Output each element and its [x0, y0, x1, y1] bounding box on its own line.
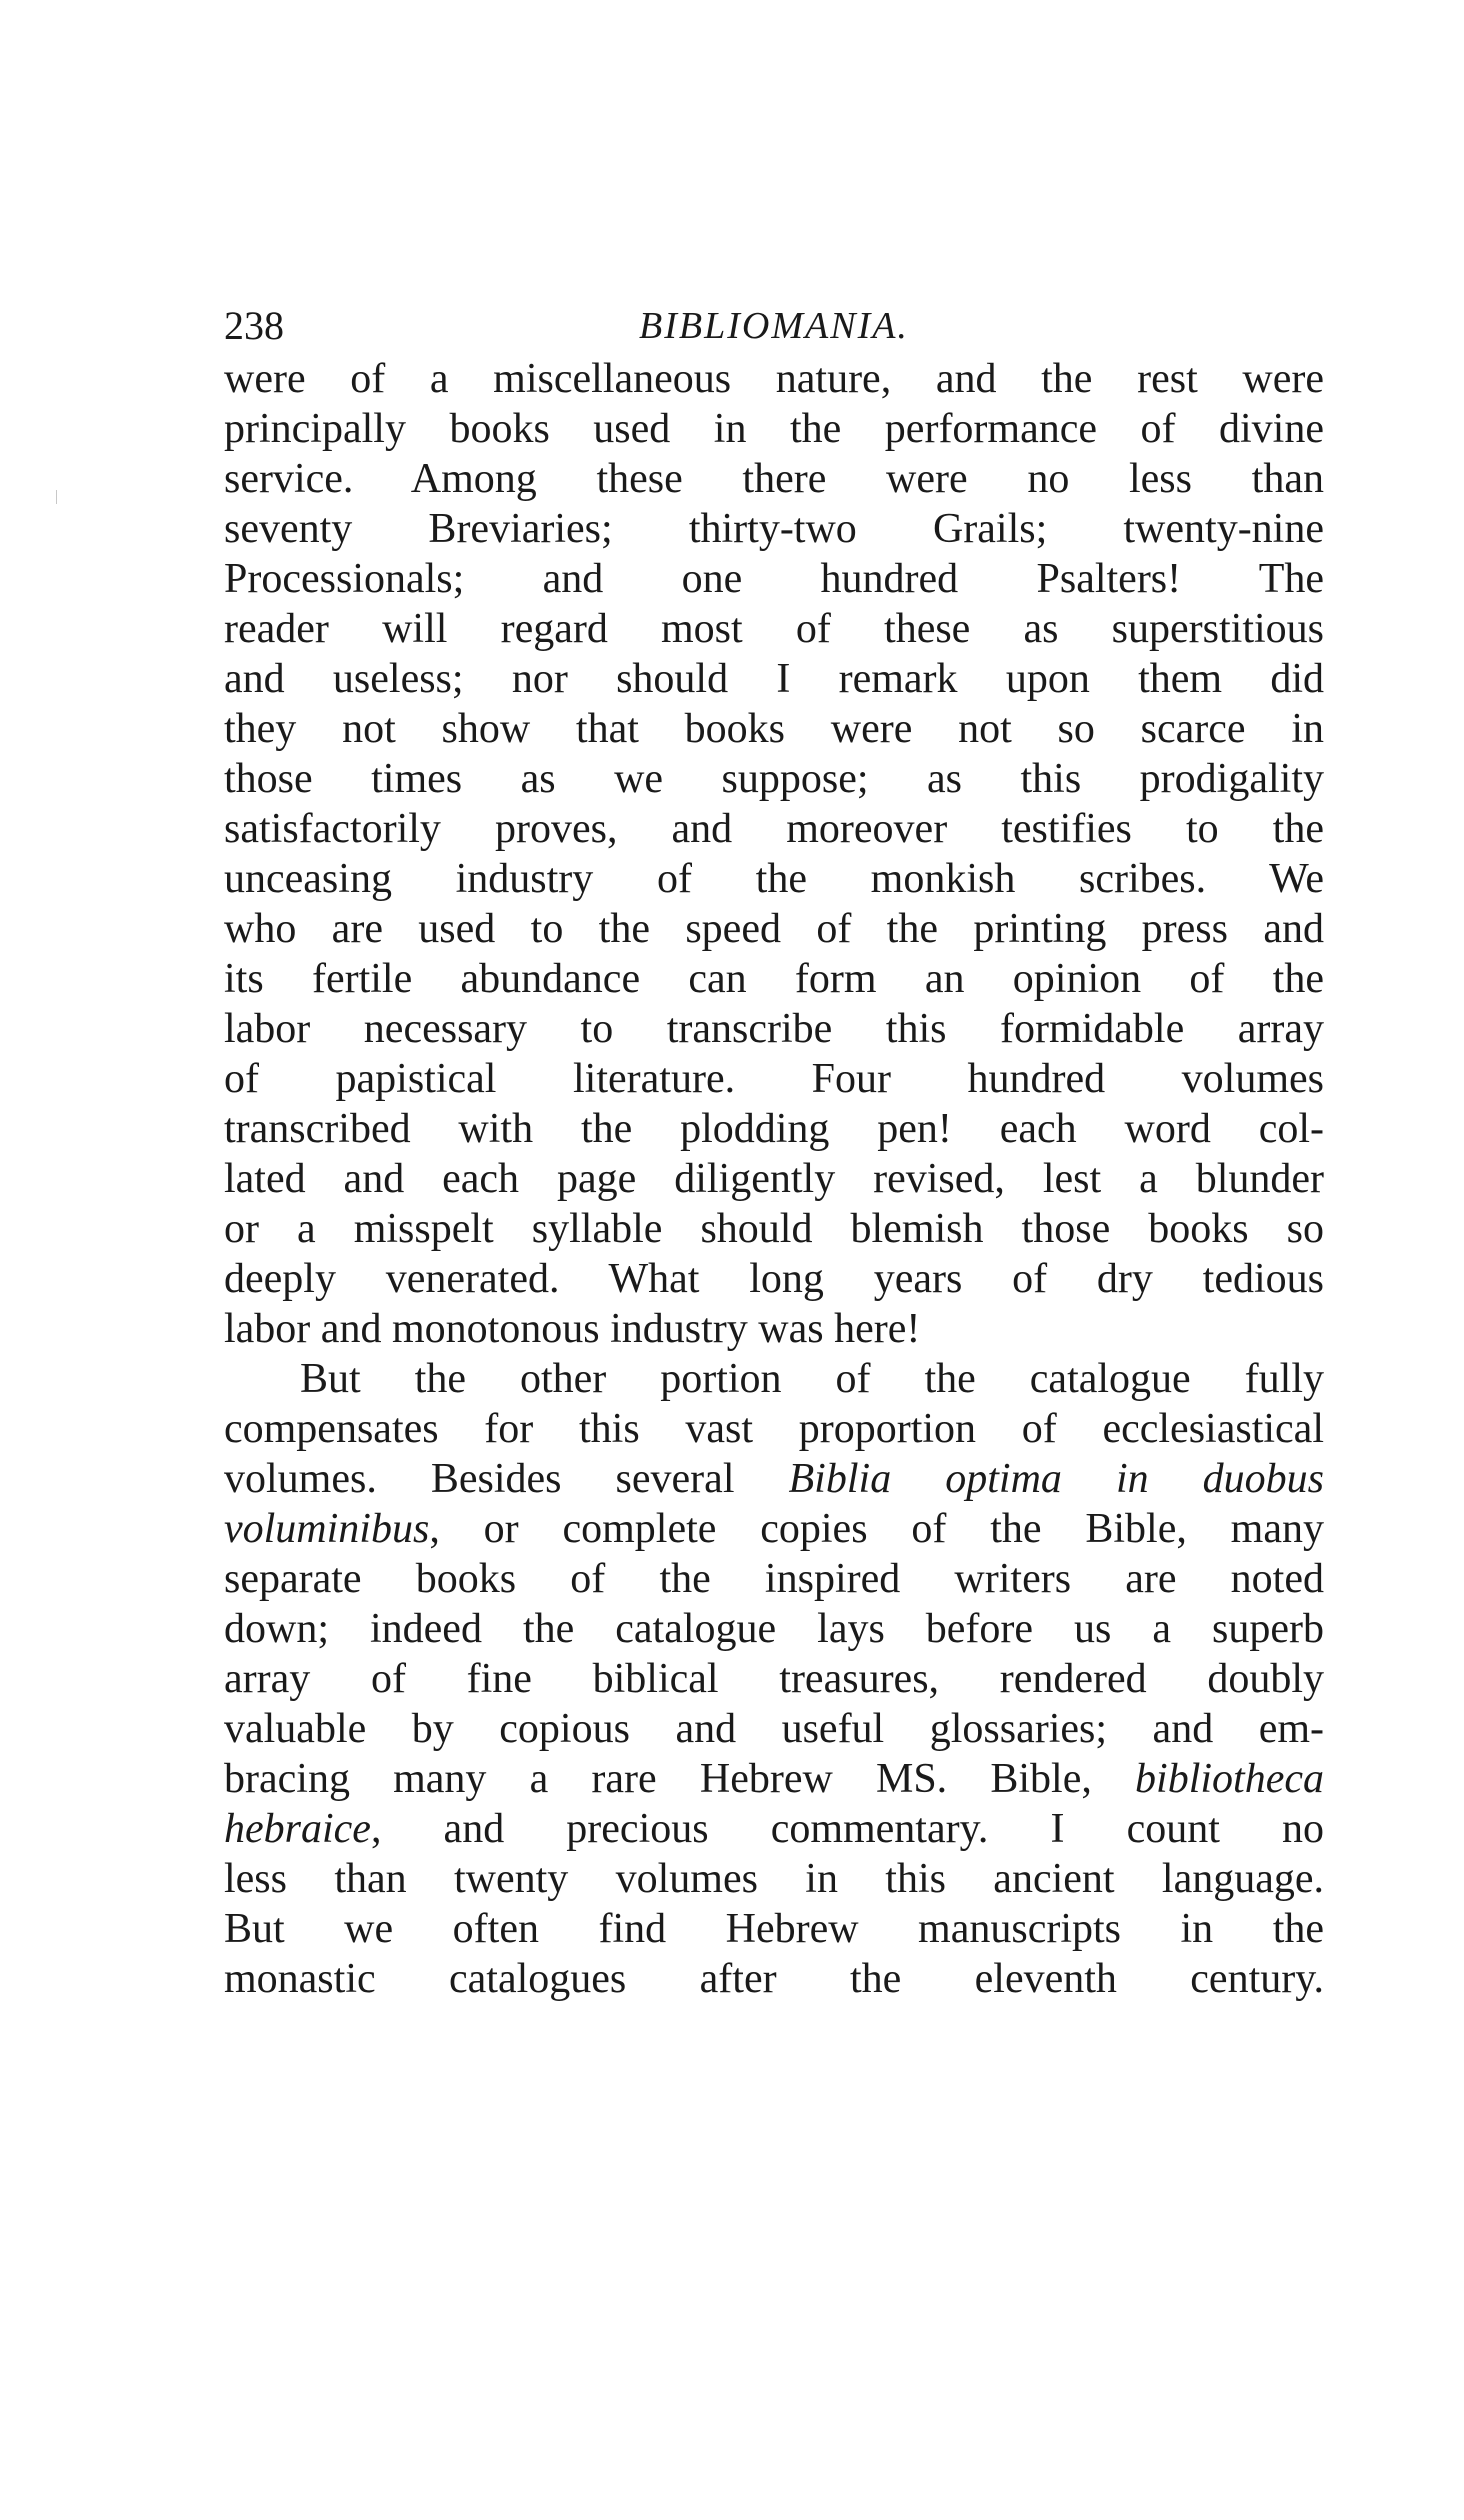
- text-line: [224, 1754, 1324, 1804]
- italic-latin-phrase: hebraice: [224, 1806, 371, 1852]
- text-line: deeply venerated. What long years of dry tedious: [224, 1256, 1324, 1302]
- text-fragment: bracing many a rare Hebrew MS. Bible,: [224, 1756, 1136, 1802]
- margin-mark: [56, 490, 57, 504]
- text-line: monastic catalogues after the eleventh century.: [224, 1956, 1324, 2002]
- text-line: principally books used in the performance of divine: [224, 406, 1324, 452]
- text-line: lated and each page diligently revised, lest a blunder: [224, 1156, 1324, 1202]
- italic-latin-phrase: bibliotheca: [1135, 1756, 1324, 1802]
- text-line: labor necessary to transcribe this formidable array: [224, 1006, 1324, 1052]
- text-line: down; indeed the catalogue lays before us a superb: [224, 1606, 1324, 1652]
- text-line: satisfactorily proves, and moreover testifies to the: [224, 806, 1324, 852]
- text-line: they not show that books were not so scarce in: [224, 706, 1324, 752]
- body-text: [224, 354, 1324, 2004]
- text-line: separate books of the inspired writers are noted: [224, 1556, 1324, 1602]
- paragraph-start-line: But the other portion of the catalogue fully: [300, 1356, 1324, 1402]
- text-line: [224, 1454, 1324, 1504]
- italic-latin-phrase: Biblia optima in duobus: [788, 1456, 1324, 1502]
- page-number: 238: [224, 303, 284, 348]
- text-line: reader will regard most of these as superstitious: [224, 606, 1324, 652]
- text-line: compensates for this vast proportion of ecclesiastical: [224, 1406, 1324, 1452]
- text-line: unceasing industry of the monkish scribes. We: [224, 856, 1324, 902]
- text-line: less than twenty volumes in this ancient language.: [224, 1856, 1324, 1902]
- text-line: labor and monotonous industry was here!: [224, 1306, 921, 1352]
- italic-latin-phrase: voluminibus: [224, 1506, 430, 1552]
- text-line: and useless; nor should I remark upon them did: [224, 656, 1324, 702]
- page-header: [224, 300, 1324, 352]
- text-line: those times as we suppose; as this prodigality: [224, 756, 1324, 802]
- running-title: BIBLIOMANIA.: [639, 305, 909, 347]
- text-line: were of a miscellaneous nature, and the rest were: [224, 356, 1324, 402]
- text-fragment: volumes. Besides several: [224, 1456, 789, 1502]
- text-line: But we often find Hebrew manuscripts in the: [224, 1906, 1324, 1952]
- text-line: who are used to the speed of the printing press and: [224, 906, 1324, 952]
- text-line: service. Among these there were no less than: [224, 456, 1324, 502]
- text-line: valuable by copious and useful glossaries; and em-: [224, 1706, 1324, 1752]
- text-line: transcribed with the plodding pen! each word col-: [224, 1106, 1324, 1152]
- text-fragment: , and precious commentary. I count no: [370, 1806, 1324, 1852]
- text-line: Processionals; and one hundred Psalters! The: [224, 556, 1324, 602]
- text-line: or a misspelt syllable should blemish those books so: [224, 1206, 1324, 1252]
- text-line: of papistical literature. Four hundred volumes: [224, 1056, 1324, 1102]
- text-line: seventy Breviaries; thirty-two Grails; twenty-nine: [224, 506, 1324, 552]
- text-line: [224, 1804, 1324, 1854]
- text-line: its fertile abundance can form an opinion of the: [224, 956, 1324, 1002]
- text-fragment: , or complete copies of the Bible, many: [429, 1506, 1324, 1552]
- text-line: [224, 1504, 1324, 1554]
- text-line: array of fine biblical treasures, rendered doubly: [224, 1656, 1324, 1702]
